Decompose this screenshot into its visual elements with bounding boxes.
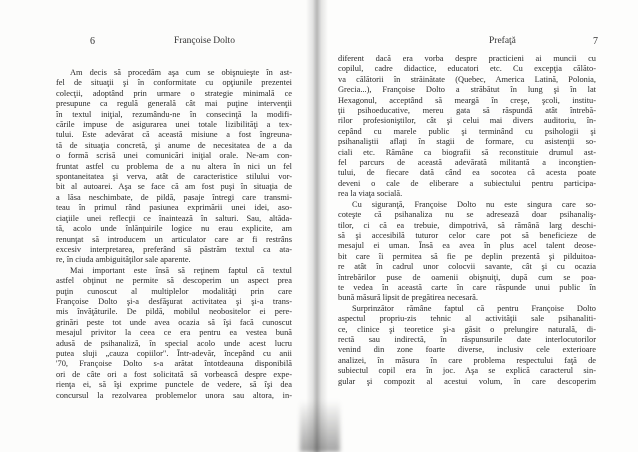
text-line: mesajul ei uman. Însă ea avea în plus acel talent deose-: [338, 241, 596, 251]
text-line: tilor, ci că ea trebuie, dimpotrivă, să rămână larg deschi-: [338, 220, 596, 230]
text-line: deveni o cale de eliberare a subiectului pentru participa-: [338, 178, 596, 188]
running-head-left: Françoise Dolto: [174, 36, 235, 46]
text-line: presupune ca regulă generală cât mai puţine intervenţii: [56, 99, 292, 109]
text-line: să şi accesibilă tuturor celor care pot să beneficieze de: [338, 230, 596, 240]
text-line: fel parcurs de această adevărată militantă a inconştien-: [338, 158, 596, 168]
text-line: spontaneitatea şi verva, atât de caracteristice stilului vor-: [56, 172, 292, 182]
left-body-text: [56, 68, 292, 401]
text-line: Mai important este însă să reţinem faptul că textul: [70, 265, 292, 275]
text-line: mesajul privitor la ceea ce era pentru ea vestea bună: [56, 328, 292, 338]
left-page: [0, 0, 314, 452]
text-line: analizei, în măsura în care problema respectului faţă de: [338, 355, 596, 365]
text-line: tului. Este adevărat că această misiune a fost îngreuna-: [56, 130, 292, 140]
text-line: diferent dacă era vorba despre practicieni ai muncii cu: [338, 54, 596, 63]
text-line: venind din zone foarte diverse, inclusiv cele exterioare: [338, 345, 596, 355]
text-line: rea la viaţa socială.: [338, 189, 403, 199]
text-line: teau în primul rând pasiunea exprimării unei idei, aso-: [56, 203, 292, 213]
text-line: putea sluji „cauza copiilor". Într-adevăr, începând cu anii: [56, 348, 292, 358]
text-line: '70, Françoise Dolto s-a arătat întotdeauna disponibilă: [56, 359, 292, 369]
page-number-right: 7: [593, 36, 598, 47]
text-line: o formă scrisă unei comunicări iniţial orale. Ne-am con-: [56, 151, 292, 161]
text-line: în textul iniţial, rezumându-ne în consecinţă la modifi-: [56, 109, 292, 119]
text-line: întrebărilor puse de oamenii obişnuiţi, după cum se poa-: [338, 272, 596, 282]
text-line: bună măsură lipsit de pregătirea necesară.: [338, 293, 478, 303]
running-head-right: Prefaţă: [489, 36, 516, 46]
text-line: Am decis să procedăm aşa cum se obişnuieşte în ast-: [70, 68, 292, 77]
text-line: astfel obţinut ne permite să descoperim un aspect prea: [56, 276, 292, 286]
text-line: rilor profesioniştilor, cât şi celui mai divers auditoriu, în-: [338, 116, 596, 126]
right-page: [316, 0, 638, 452]
text-line: coteşte că psihanaliza nu se adresează doar psihanaliş-: [338, 210, 596, 220]
text-line: cările impuse de asigurarea unei totale lizibilităţi a tex-: [56, 120, 292, 130]
text-line: tului, de fiecare dată când ea socotea că acesta poate: [338, 168, 596, 178]
text-line: va călătorii în străinătate (Quebec, America Latină, Polonia,: [338, 74, 596, 84]
text-line: grinări peste tot unde avea ocazia să îşi facă cunoscut: [56, 317, 292, 327]
right-body-text: [338, 54, 596, 387]
text-line: ţii psihoeducative, mereu gata să răspundă atât întrebă-: [338, 106, 596, 116]
text-line: gular şi compozit al acestui volum, în care descoperim: [338, 376, 596, 386]
gutter-shadow: [300, 400, 340, 452]
book-gutter: [306, 0, 328, 452]
text-line: psihanaliştii aflaţi în stagii de formare, cu asistenţii so-: [338, 137, 596, 147]
text-line: ce, clinice şi teoretice şi-a găsit o prelungire naturală, di-: [338, 324, 596, 334]
text-line: excesiv interpretarea, preferând să păstrăm textul ca ata-: [56, 244, 292, 254]
text-line: ciaţiile unei reflecţii ce înaintează în salturi. Sau, altăda-: [56, 213, 292, 223]
text-line: tă de situaţia concretă, şi anume de necesitatea de a da: [56, 140, 292, 150]
text-line: ori de câte ori a fost solicitată să vorbească despre expe-: [56, 369, 292, 379]
text-line: colecţii, adoptând prin urmare o strategie minimală ce: [56, 88, 292, 98]
text-line: adusă de psihanaliză, în special acolo unde acest lucru: [56, 338, 292, 348]
text-line: renunţat să introducem un articulator care ar fi restrâns: [56, 234, 292, 244]
text-line: tă, acolo unde înlănţuirile logice nu erau explicite, am: [56, 224, 292, 234]
text-line: Françoise Dolto şi-a desfăşurat activitatea şi şi-a trans-: [56, 296, 292, 306]
text-line: cepând cu marele public şi terminând cu psihologii şi: [338, 126, 596, 136]
text-line: a lăsa neschimbate, de pildă, pasaje întregi care transmi-: [56, 192, 292, 202]
text-line: re atât în cadrul unor colocvii savante, cât şi cu ocazia: [338, 262, 596, 272]
text-line: rectă sau indirectă, în răspunsurile date interlocutorilor: [338, 334, 596, 344]
text-line: re, în ciuda ambiguităţilor sale aparente.: [56, 255, 191, 265]
text-line: fel de situaţii şi în conformitate cu opţiunile prezentei: [56, 78, 292, 88]
text-line: concursul la rezolvarea problemelor unora sau altora, in-: [56, 390, 292, 400]
text-line: Cu siguranţă, Françoise Dolto nu este singura care so-: [352, 199, 596, 209]
text-line: te vedea în această carte în care răspunde unui public în: [338, 282, 596, 292]
text-line: ciali etc. Rămâne ca biografii să reconstituie drumul ast-: [338, 147, 596, 157]
text-line: subiectul copil era în joc. Aşa se explică caracterul sin-: [338, 366, 596, 376]
text-line: Grecia...), Françoise Dolto a străbătut în lung şi în lat: [338, 85, 596, 95]
page-number-left: 6: [90, 36, 95, 47]
text-line: bit al autoarei. Aşa se face că am fost puşi în situaţia de: [56, 182, 292, 192]
text-line: mis învăţăturile. De pildă, mobilul neobositelor ei pere-: [56, 307, 292, 317]
text-line: bit care îi permitea să fie pe deplin prezentă şi pilduitoa-: [338, 251, 596, 261]
text-line: copilul, cadre didactice, educatori etc. Cu excepţia călăto-: [338, 64, 596, 74]
text-line: aspectul propriu-zis tehnic al activităţii sale psihanaliti-: [338, 314, 596, 324]
text-line: Hexagonul, acceptând să meargă în creşe, şcoli, institu-: [338, 95, 596, 105]
text-line: fruntat astfel cu problema de a nu altera în nici un fel: [56, 161, 292, 171]
text-line: Surprinzător rămâne faptul că pentru Françoise Dolto: [352, 303, 596, 313]
text-line: puţin cunoscut al multiplelor modalităţi prin care: [56, 286, 292, 296]
text-line: rienţa ei, să îşi exprime punctele de vedere, să îşi dea: [56, 380, 292, 390]
